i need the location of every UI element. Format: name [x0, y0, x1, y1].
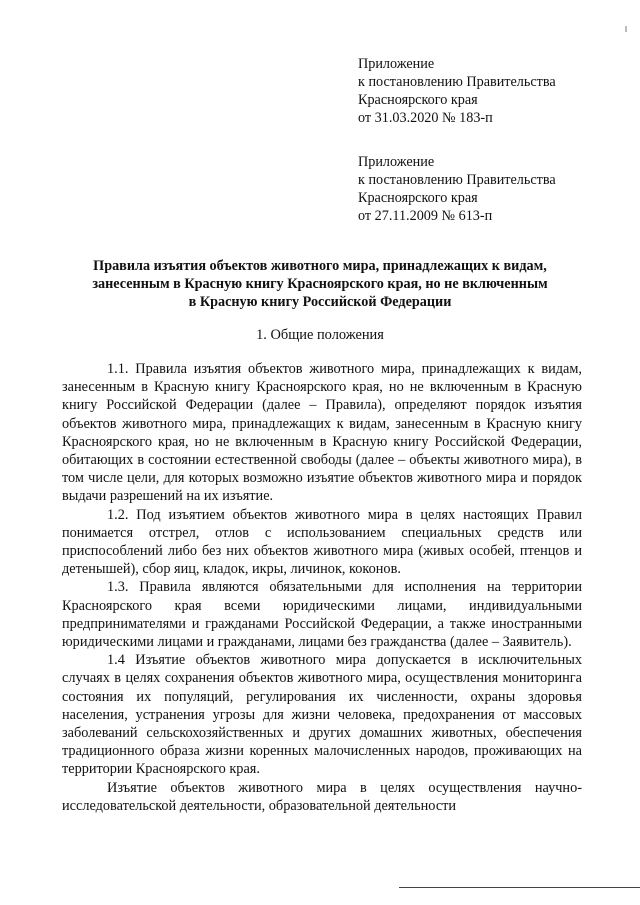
appendix-label: Приложение: [358, 154, 435, 170]
appendix-region-line: Красноярского края: [358, 190, 478, 206]
paragraph-continuation: Изъятие объектов животного мира в целях осуществления научно-исследовательской деятельности, образовательной деятельности: [62, 779, 582, 814]
appendix-region-line: Красноярского края: [358, 92, 478, 108]
appendix-resolution-line: к постановлению Правительства: [358, 172, 556, 188]
page-fold-line: [399, 887, 640, 888]
paragraph-1-1: 1.1. Правила изъятия объектов животного мира, принадлежащих к видам, занесенным в Красную книгу Красноярского края, но не включенным в Красную книгу Российской Федерации (далее – Правила), определяют порядок изъятия объектов животного мира, принадлежащих к видам, занесенным в Красную книгу Красноярского края, но не включенным в Красную книгу Российской Федерации, обитающих в состоянии естественной свободы (далее – объекты животного мира), в том числе цели, для которых возможно изъятие объектов животного мира и порядок выдачи разрешений на их изъятие.: [62, 361, 582, 505]
appendix-label: Приложение: [358, 56, 435, 72]
paragraph-1-2: 1.2. Под изъятием объектов животного мира в целях настоящих Правил понимается отстрел, отлов с использованием специальных средств или приспособлений либо без них объектов животного мира (живых особей, птенцов и детенышей), сбор яиц, кладок, икры, личинок, коконов.: [62, 506, 582, 578]
section-heading: 1. Общие положения: [256, 327, 384, 343]
title-line-1: Правила изъятия объектов животного мира, принадлежащих к видам,: [93, 258, 547, 274]
title-line-3: в Красную книгу Российской Федерации: [188, 294, 452, 310]
paragraph-1-3: 1.3. Правила являются обязательными для исполнения на территории Красноярского края всеми юридическими лицами, индивидуальными предпринимателями и гражданами Российской Федерации, а также иностранными юридическими лицами и гражданами, лицами без гражданства (далее – Заявитель).: [62, 579, 582, 651]
appendix-resolution-line: к постановлению Правительства: [358, 74, 556, 90]
appendix-block-2020: [358, 55, 628, 127]
document-body: [62, 360, 582, 815]
document-title: [60, 257, 580, 311]
paragraph-1-4: 1.4 Изъятие объектов животного мира допускается в исключительных случаях в целях сохранения объектов животного мира, осуществления мониторинга состояния их популяций, регулирования их численности, охраны здоровья населения, устранения угрозы для жизни человека, предохранения от массовых заболеваний сельскохозяйственных и других домашних животных, обеспечения традиционного образа жизни коренных малочисленных народов, проживающих на территории Красноярского края.: [62, 652, 582, 778]
scan-mark: [625, 26, 627, 32]
appendix-date-number: от 31.03.2020 № 183-п: [358, 110, 493, 126]
appendix-block-2009: [358, 153, 628, 225]
title-line-2: занесенным в Красную книгу Красноярского края, но не включенным: [92, 276, 548, 292]
appendix-date-number: от 27.11.2009 № 613-п: [358, 208, 493, 224]
